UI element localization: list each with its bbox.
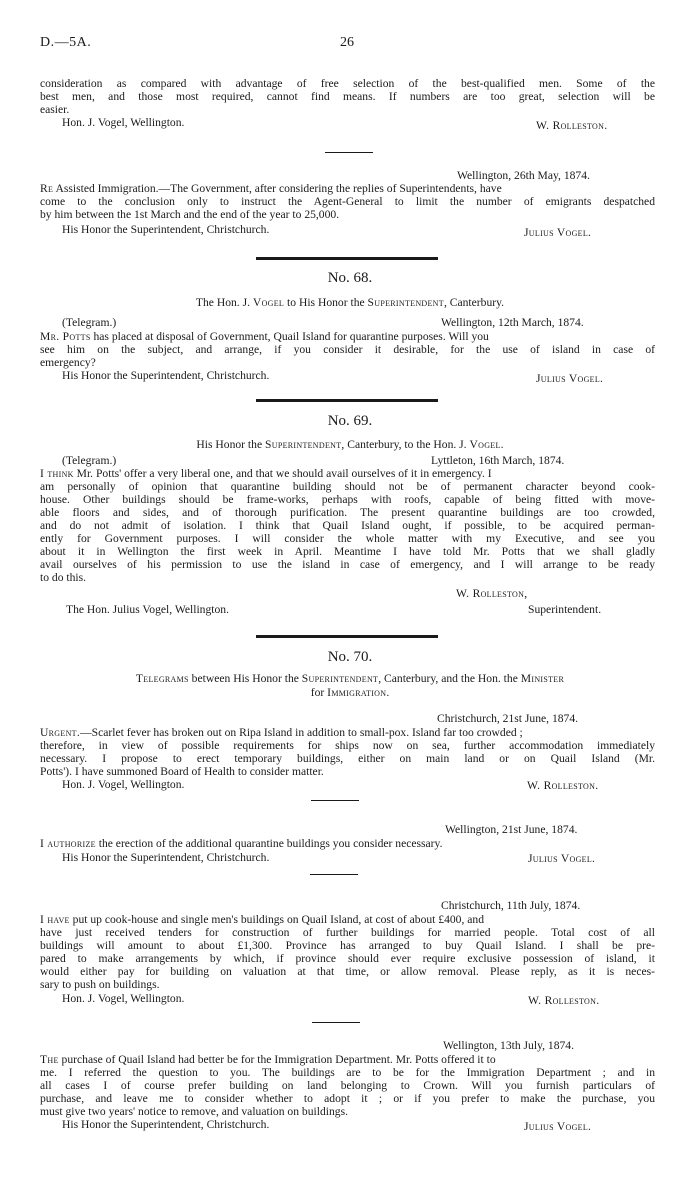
section-subtitle-line2: [0, 687, 700, 699]
body-text: the erection of the additional quarantine buildings you consider necessary.: [95, 837, 443, 850]
subtitle-text: His Honor the: [196, 438, 265, 451]
body-line: able floors and sides, and of thorough purification. The present quarantine buildings are too crowded,: [40, 506, 655, 519]
addressee: Hon. J. Vogel, Wellington.: [62, 778, 185, 791]
lead-word: Mr. Potts: [40, 330, 91, 343]
lead-word: Re: [40, 182, 54, 195]
body-line: Potts'). I have summoned Board of Health to consider matter.: [40, 765, 324, 778]
addressee: Hon. J. Vogel, Wellington.: [62, 992, 185, 1005]
body-line: emergency?: [40, 356, 96, 369]
addressee: Hon. J. Vogel, Wellington.: [62, 116, 185, 129]
section-heading: No. 69.: [327, 413, 373, 429]
signature: W. Rolleston.: [528, 994, 600, 1007]
page-number: 26: [340, 35, 354, 50]
body-line: me. I referred the question to you. The buildings are to be for the Immigration Department ; and in: [40, 1066, 655, 1079]
addressee: The Hon. Julius Vogel, Wellington.: [66, 603, 229, 616]
body-text: purchase of Quail Island had better be for the Immigration Department. Mr. Potts offered it to: [58, 1053, 496, 1066]
dateline: Lyttleton, 16th March, 1874.: [431, 454, 565, 467]
body-line: [40, 468, 655, 480]
body-line: sary to push on buildings.: [40, 978, 160, 991]
dateline: Wellington, 21st June, 1874.: [445, 823, 578, 836]
subtitle-title: Superintendent: [301, 672, 379, 685]
body-line: ently for Government purposes. I will consider the whole matter with my Executive, and see you: [40, 532, 655, 545]
body-text: has placed at disposal of Government, Quail Island for quarantine purposes. Will you: [90, 330, 489, 343]
separator-rule: [310, 874, 358, 875]
subtitle-text: for: [310, 686, 328, 699]
dateline: Christchurch, 11th July, 1874.: [441, 899, 581, 912]
section-subtitle: [0, 439, 700, 451]
subtitle-text: , Canterbury, and the Hon. the: [378, 672, 521, 685]
signature: W. Rolleston.: [536, 119, 608, 132]
body-line: consideration as compared with advantage of free selection of the best-qualified men. Some of the: [40, 77, 655, 90]
subtitle-lead: Telegrams: [135, 672, 189, 685]
section-subtitle: [0, 673, 700, 685]
document-reference: D.—5A.: [40, 35, 92, 50]
section-rule: [256, 257, 438, 260]
body-line: [40, 727, 655, 739]
body-text: —Scarlet fever has broken out on Ripa Island in addition to small-pox. Island far too crowded ;: [80, 726, 523, 739]
body-line: [40, 331, 655, 343]
lead-word: The: [40, 1053, 59, 1066]
body-line: am personally of opinion that quarantine building should not be of permanent character beyond cook-: [40, 480, 655, 493]
subtitle-text: .: [500, 438, 504, 451]
signature: Julius Vogel.: [524, 1120, 592, 1133]
telegram-label: (Telegram.): [62, 454, 117, 467]
body-line: must give two years' notice to remove, and valuation on buildings.: [40, 1105, 348, 1118]
body-line: therefore, in view of possible requirements for ships now on sea, further accommodation immediately: [40, 739, 655, 752]
addressee: His Honor the Superintendent, Christchurch.: [62, 1118, 270, 1131]
section-rule: [256, 399, 438, 402]
telegram-label: (Telegram.): [62, 316, 117, 329]
subtitle-name: Vogel: [469, 438, 501, 451]
body-line: necessary. I propose to erect temporary buildings, either on main land or on Quail Island (Mr.: [40, 752, 655, 765]
lead-word: I think: [40, 467, 74, 480]
section-heading: No. 68.: [327, 270, 373, 286]
body-line: about it in Wellington the first week in April. Meantime I have told Mr. Potts that we shall gladly: [40, 545, 655, 558]
body-text: put up cook-house and single men's buildings on Quail Island, at cost of about £400, and: [69, 913, 485, 926]
body-text: Mr. Potts' offer a very liberal one, and that we should avail ourselves of it in emergency. I: [73, 467, 492, 480]
body-line: house. Other buildings should be frame-works, perhaps with roofs, capable of being fitted with move-: [40, 493, 655, 506]
body-line: [40, 838, 655, 850]
body-line: [40, 914, 655, 926]
dateline: Wellington, 12th March, 1874.: [441, 316, 584, 329]
signature: W. Rolleston,: [456, 587, 528, 600]
addressee: His Honor the Superintendent, Christchurch.: [62, 223, 270, 236]
body-line: buildings will amount to about £1,300. Province has arranged to buy Quail Island. I shall be pre-: [40, 939, 655, 952]
body-line: easier.: [40, 103, 70, 116]
body-line: and do not admit of isolation. I think that Quail Island ought, if possible, to be acquired perman-: [40, 519, 655, 532]
separator-rule: [312, 1022, 360, 1023]
signature: Julius Vogel.: [524, 226, 592, 239]
body-line: see him on the subject, and arrange, if you consider it desirable, for the use of island in case of: [40, 343, 655, 356]
section-rule: [256, 635, 438, 638]
body-line: [40, 1054, 655, 1066]
dateline: Wellington, 13th July, 1874.: [443, 1039, 574, 1052]
subtitle-title: Superintendent: [367, 296, 444, 309]
subtitle-title: Immigration: [327, 686, 387, 699]
lead-word: Urgent.: [40, 726, 81, 739]
body-line: have just received tenders for construction of further buildings for married people. Total cost of all: [40, 926, 655, 939]
subtitle-text: between His Honor the: [188, 672, 302, 685]
subtitle-text: , Canterbury.: [443, 296, 505, 309]
signature: Julius Vogel.: [528, 852, 596, 865]
addressee: His Honor the Superintendent, Christchurch.: [62, 851, 270, 864]
signature: W. Rolleston.: [527, 779, 599, 792]
body-line: to do this.: [40, 571, 87, 584]
signature: Julius Vogel.: [536, 372, 604, 385]
subtitle-text: to His Honor the: [284, 296, 368, 309]
body-line: [40, 183, 655, 195]
lead-word: I have: [40, 913, 70, 926]
lead-word: I authorize: [40, 837, 96, 850]
body-line: by him between the 1st March and the end of the year to 25,000.: [40, 208, 340, 221]
separator-rule: [325, 152, 373, 153]
subtitle-text: .: [386, 686, 390, 699]
body-line: come to the conclusion only to instruct the Agent-General to limit the number of emigrants despatched: [40, 195, 655, 208]
subtitle-title: Superintendent: [265, 438, 342, 451]
section-subtitle: [0, 297, 700, 309]
section-heading: No. 70.: [327, 649, 373, 665]
subtitle-text: , Canterbury, to the Hon. J.: [341, 438, 470, 451]
body-line: pared to make arrangements by which, if province should ever require exclusive possession of island, it: [40, 952, 655, 965]
body-line: would either pay for building on valuation at that time, or allow removal. Please reply, as it is neces-: [40, 965, 655, 978]
body-line: best men, and those most required, cannot find means. If numbers are too great, selection will be: [40, 90, 655, 103]
body-text: Assisted Immigration.—The Government, after considering the replies of Superintendents, have: [53, 182, 502, 195]
body-line: all cases I of course prefer building on land belonging to Crown. Will you furnish particulars of: [40, 1079, 655, 1092]
subtitle-text: The Hon. J.: [195, 296, 253, 309]
dateline: Wellington, 26th May, 1874.: [457, 169, 590, 182]
body-line: avail ourselves of his permission to use the island in case of emergency, and I will arrange to be ready: [40, 558, 655, 571]
subtitle-title: Minister: [520, 672, 565, 685]
subtitle-name: Vogel: [252, 296, 285, 309]
addressee: His Honor the Superintendent, Christchurch.: [62, 369, 270, 382]
body-line: purchase, and leave me to consider whether to adopt it ; or if you prefer to make the purchase, you: [40, 1092, 655, 1105]
dateline: Christchurch, 21st June, 1874.: [437, 712, 579, 725]
separator-rule: [311, 800, 359, 801]
signature-title: Superintendent.: [528, 603, 602, 616]
page-header: [40, 35, 660, 55]
